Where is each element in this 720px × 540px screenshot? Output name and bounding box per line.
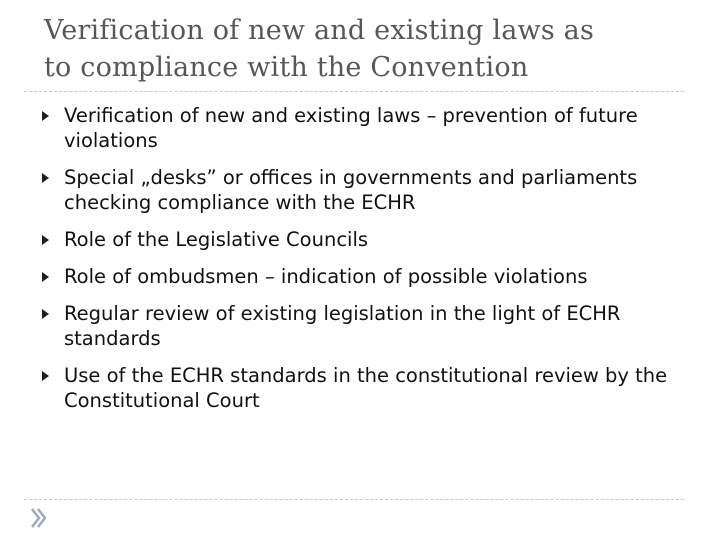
double-chevron-right-icon[interactable] (30, 506, 46, 530)
bullet-text: Verification of new and existing laws – prevention of future violations (64, 104, 638, 152)
bullet-item (40, 165, 680, 215)
bullet-item (40, 363, 680, 413)
bullet-item (40, 103, 680, 153)
bullet-text: Regular review of existing legislation in the light of ECHR standards (64, 302, 621, 350)
bullet-text: Special „desks” or offices in governments and parliaments checking compliance with the ECHR (64, 166, 638, 214)
bullet-item (40, 227, 680, 252)
title-line-1: Verification of new and existing laws as (44, 15, 595, 46)
bullet-text: Role of ombudsmen – indication of possible violations (64, 265, 588, 288)
bullet-text: Role of the Legislative Councils (64, 228, 369, 251)
bullet-list (40, 103, 680, 425)
triangle-bullet-icon (42, 272, 49, 282)
triangle-bullet-icon (42, 235, 49, 245)
triangle-bullet-icon (42, 111, 49, 121)
bullet-item (40, 301, 680, 351)
bullet-item (40, 264, 680, 289)
chevron-right-icon (32, 509, 39, 527)
triangle-bullet-icon (42, 371, 49, 381)
title-divider (24, 91, 684, 92)
footer-divider (24, 499, 684, 500)
slide-title (44, 12, 694, 86)
triangle-bullet-icon (42, 173, 49, 183)
bullet-text: Use of the ECHR standards in the constitutional review by the Constitutional Court (64, 364, 668, 412)
triangle-bullet-icon (42, 309, 49, 319)
title-line-2: to compliance with the Convention (44, 52, 529, 83)
